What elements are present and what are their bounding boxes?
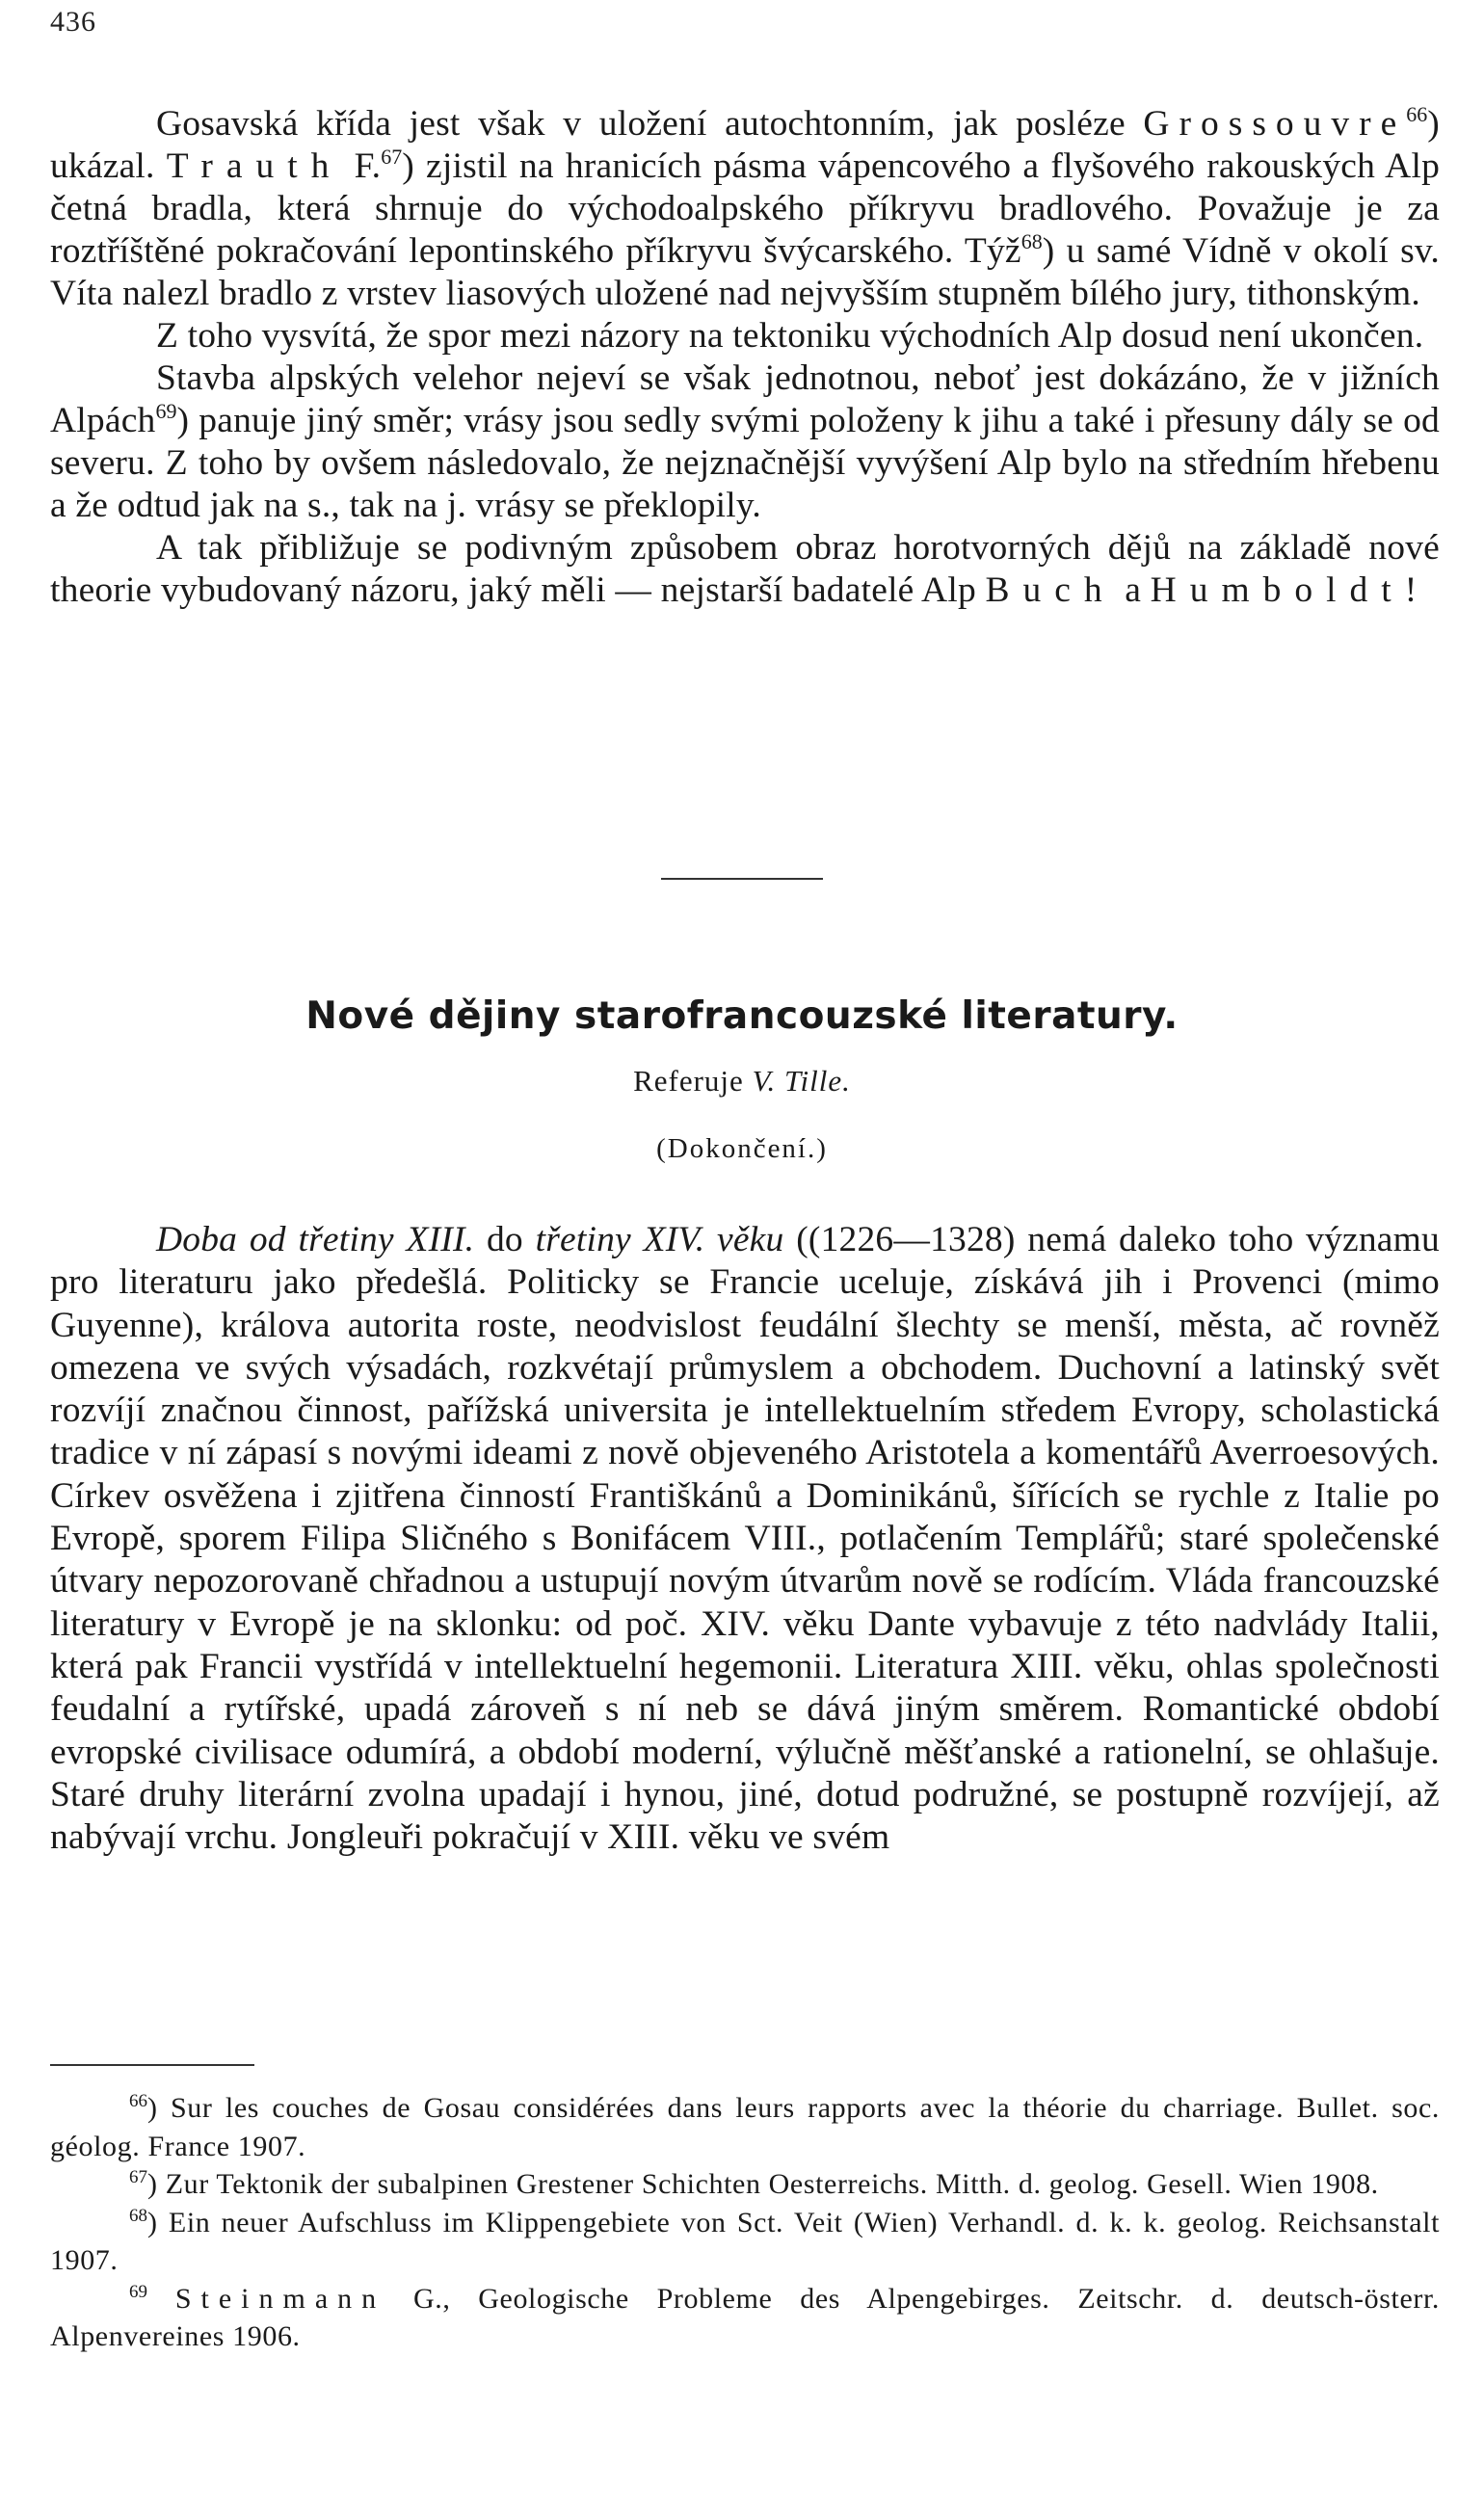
text-run: F.: [342, 146, 382, 186]
italic-run: Doba od třetiny XIII.: [156, 1220, 475, 1259]
page-number: 436: [50, 6, 96, 38]
footnote-ref-66: 66: [1406, 102, 1428, 126]
footnote-number: 69: [129, 2281, 147, 2302]
text-run: !: [1404, 570, 1418, 610]
footnote-67: [50, 2165, 1440, 2204]
italic-run: třetiny XIV. věku: [535, 1220, 784, 1259]
paragraph-structure: [50, 358, 1440, 527]
footnote-66: [50, 2089, 1440, 2165]
section-divider: [661, 878, 823, 880]
text-run: ) zjistil na hranicích pásma vápencového a flyšového rakouských Alp četná bradla, která shrnuje do východoalpského příkryvu bradlového. Považuje je za roztříštěné pokračování lepontinského příkryvu švýcarského. Týž: [50, 146, 1441, 271]
text-run: Stavba alpských velehor nejeví se však jednotnou, neboť jest dokázáno, že v jižních Alpách: [50, 358, 1440, 440]
byline-prefix: Referuje: [633, 1064, 753, 1098]
text-run: ) panuje jiný směr; vrásy jsou sedly svými položeny k jihu a také i přesuny dály se od severu. Z toho by ovšem následovalo, že nejznačnější vyvýšení Alp bylo na středním hřebenu a že odtud jak na s., tak na j. vrásy se překlopily.: [50, 401, 1440, 525]
footnote-number: 66: [129, 2091, 147, 2111]
text-run: ) u samé Vídně v okolí sv. Víta nalezl bradlo z vrstev liasových uložené nad nejvyšším stupněm bílého jury, tithonským.: [50, 231, 1440, 313]
text-run: Gosavská křída jest však v uložení autochtonním, jak posléze: [156, 104, 1144, 144]
text-run: do: [474, 1220, 536, 1259]
name-humboldt: Humboldt: [1150, 570, 1405, 610]
article-body: [50, 1219, 1440, 1859]
author-trauth: Trauth: [166, 146, 343, 186]
byline: [0, 1064, 1484, 1099]
footnote-69: [50, 2280, 1440, 2356]
footnote-68: [50, 2204, 1440, 2280]
footnote-text: ) Sur les couches de Gosau considérées dans leurs rapports avec la théorie du charriage. Bullet. soc. géolog. France 1907.: [50, 2092, 1440, 2162]
article-title: Nové dějiny starofrancouzské literatury.: [305, 994, 1179, 1038]
author-steinmann: Steinmann: [174, 2282, 386, 2315]
name-buch: Buch: [985, 570, 1116, 610]
footnote-text: ) Zur Tektonik der subalpinen Grestener Schichten Oesterreichs. Mitth. d. geolog. Gesell. Wien 1908.: [147, 2168, 1379, 2200]
text-run: a: [1115, 570, 1151, 610]
geology-section: [50, 103, 1440, 612]
footnote-ref-68: 68: [1020, 229, 1043, 253]
footnote-number: 68: [129, 2205, 147, 2226]
footnote-divider: [50, 2064, 254, 2066]
continuation-note: (Dokončení.): [656, 1133, 828, 1164]
author-grossouvre: Grossouvre: [1143, 104, 1407, 144]
footnote-ref-69: 69: [155, 399, 177, 423]
text-run: ) ukázal.: [50, 104, 1440, 186]
footnote-text: ) Ein neuer Aufschluss im Klippengebiete von Sct. Veit (Wien) Verhandl. d. k. k. geolog. Reichsanstalt 1907.: [50, 2206, 1440, 2276]
text-run: ((1226—1328) nemá daleko toho významu pro literaturu jako předešlá. Politicky se Francie uceluje, získává jih i Provenci (mimo Guyenne), králova autorita roste, neodvislost feudální šlechty se menší, města, ač rovněž omezena ve svých výsadách, rozkvétají průmyslem a obchodem. Duchovní a latinský svět rozvíjí značnou činnost, pařížská universita je intellektuelním středem Evropy, scholastická tradice v ní zápasí s novými ideami z nově objeveného Aristotela a komentářů Averroesových. Církev osvěžena i zjitřena činností Františkánů a Dominikánů, šířících se rychle z Italie po Evropě, sporem Filipa Sličného s Bonifácem VIII., potlačením Templářů; staré společenské útvary nepozorovaně chřadnou a ustupují novým útvarům nově se rodícím. Vláda francouzské literatury v Evropě je na sklonku: od poč. XIV. věku Dante vybavuje z této nadvlády Italii, která pak Francii vystřídá v intellektuelní hegemonii. Literatura XIII. věku, ohlas společnosti feudalní a rytířské, upadá zároveň s ní neb se dává jiným směrem. Romantické období evropské civilisace odumírá, a období moderní, výlučně měšťanské a rationelní, se ohlašuje. Staré druhy literární zvolna upadají i hynou, jiné, dotud podružné, se postupně rozvíjejí, až nabývají vrchu. Jongleuři pokračují v XIII. věku ve svém: [50, 1220, 1440, 1858]
paragraph-period: [50, 1219, 1440, 1859]
footnote-ref-67: 67: [381, 145, 403, 169]
paragraph-gosau: [50, 103, 1440, 315]
byline-author: V. Tille.: [752, 1064, 851, 1098]
paragraph-conclusion: [50, 527, 1440, 612]
paragraph-tectonics: Z toho vysvítá, že spor mezi názory na tektoniku východních Alp dosud není ukončen.: [156, 316, 1424, 356]
footnote-text: G., Geologische Probleme des Alpengebirges. Zeitschr. d. deutsch-österr. Alpenvereines 1906.: [50, 2282, 1440, 2352]
footnotes: [50, 2089, 1440, 2356]
text-run: A tak přibližuje se podivným způsobem obraz horotvorných dějů na základě nové theorie vybudovaný názoru, jaký měli — nejstarší badatelé Alp: [50, 528, 1440, 610]
footnote-number: 67: [129, 2167, 147, 2187]
